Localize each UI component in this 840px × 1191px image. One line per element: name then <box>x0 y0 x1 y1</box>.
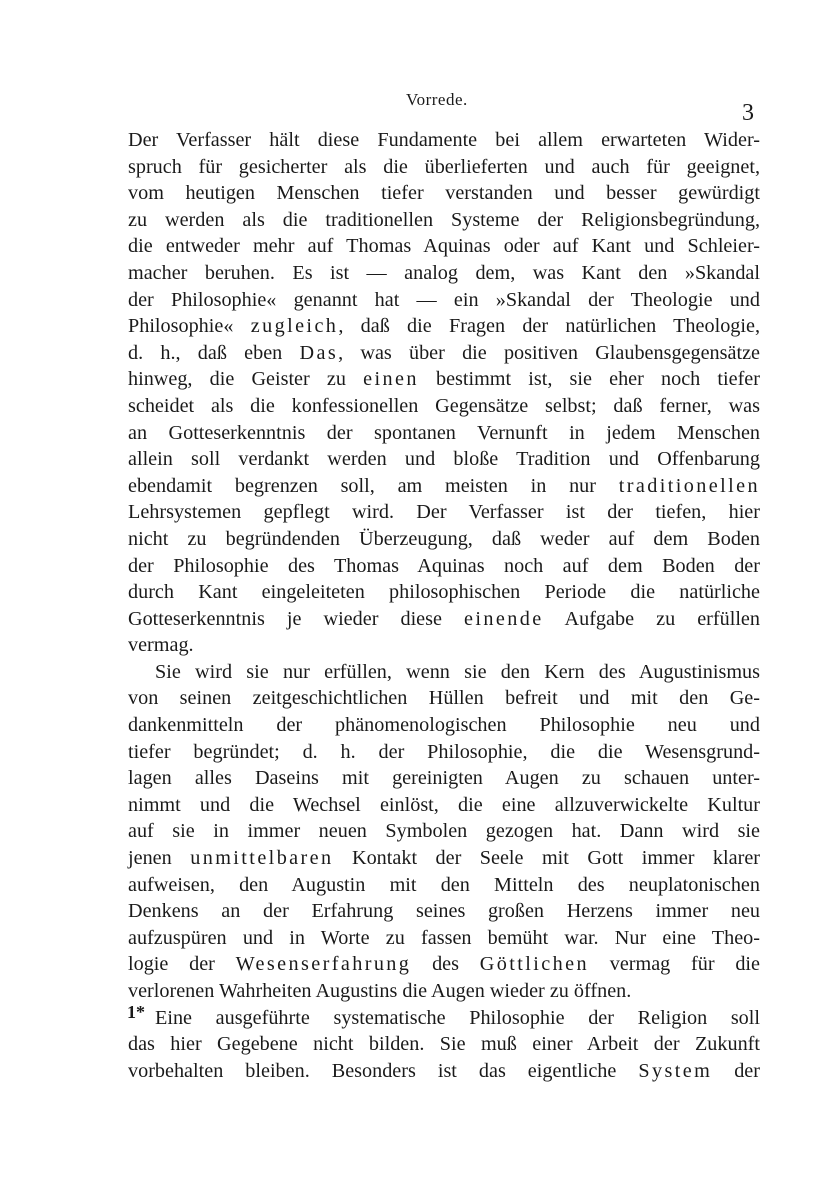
text-line <box>128 1005 760 1032</box>
spaced-emphasis: System <box>638 1059 713 1082</box>
text-segment: ebendamit begrenzen soll, am meisten in nur <box>128 474 619 497</box>
text-line <box>128 233 760 260</box>
text-line <box>128 154 760 181</box>
text-line <box>128 739 760 766</box>
text-line <box>128 473 760 500</box>
text-segment: aufweisen, den Augustin mit den Mitteln des neuplatonischen <box>128 873 760 896</box>
text-segment: auf sie in immer neuen Symbolen gezogen hat. Dann wird sie <box>128 820 760 843</box>
text-line <box>128 845 760 872</box>
text-line <box>128 951 760 978</box>
text-line <box>128 685 760 712</box>
running-head: Vorrede. <box>406 90 468 109</box>
text-segment: Denkens an der Erfahrung seines großen Herzens immer neu <box>128 900 760 923</box>
text-segment: Philosophie« <box>128 315 251 338</box>
page-number: 3 <box>742 100 754 126</box>
text-line <box>128 925 760 952</box>
text-line <box>128 393 760 420</box>
text-line <box>128 792 760 819</box>
text-line <box>128 579 760 606</box>
text-segment: Gotteserkenntnis je wieder diese <box>128 607 465 630</box>
text-segment: verlorenen Wahrheiten Augustins die Augen wieder zu öffnen. <box>128 980 632 1002</box>
text-segment: jenen <box>128 847 191 870</box>
text-line <box>128 340 760 367</box>
text-segment: logie der <box>128 953 236 976</box>
text-line <box>128 765 760 792</box>
text-line <box>128 260 760 287</box>
text-line <box>128 1058 760 1085</box>
text-segment: vom heutigen Menschen tiefer verstanden und besser gewürdigt <box>128 182 760 205</box>
text-segment: durch Kant eingeleiteten philosophischen Periode die natürliche <box>128 581 760 604</box>
text-segment: an Gotteserkenntnis der spontanen Vernunft in jedem Menschen <box>128 421 760 444</box>
text-segment: nimmt und die Wechsel einlöst, die eine allzuverwickelte Kultur <box>128 793 760 816</box>
text-segment: scheidet als die konfessionellen Gegensätze selbst; daß ferner, was <box>128 394 760 417</box>
text-line <box>128 553 760 580</box>
text-segment: , was über die positiven Glaubensgegensätze <box>338 341 760 364</box>
text-line <box>128 127 760 154</box>
text-line <box>128 818 760 845</box>
text-line <box>128 207 760 234</box>
text-segment: allein soll verdankt werden und bloße Tradition und Offenbarung <box>128 448 760 471</box>
text-line <box>128 632 760 659</box>
spaced-emphasis: Göttlichen <box>479 953 589 976</box>
text-segment: , daß die Fragen der natürlichen Theologie, <box>338 315 760 338</box>
text-segment: Lehrsystemen gepflegt wird. Der Verfasser ist der tiefen, hier <box>128 501 760 524</box>
text-segment: der Philosophie des Thomas Aquinas noch auf dem Boden der <box>128 554 760 577</box>
text-segment: dankenmitteln der phänomenologischen Philosophie neu und <box>128 714 760 737</box>
text-segment: Der Verfasser hält diese Fundamente bei allem erwarteten Wider- <box>128 129 760 151</box>
text-segment: bestimmt ist, sie eher noch tiefer <box>418 368 760 391</box>
text-line <box>128 313 760 340</box>
text-segment: spruch für gesicherter als die überlieferten und auch für geeignet, <box>128 155 760 178</box>
text-segment: der <box>712 1059 760 1082</box>
spaced-emphasis: traditionellen <box>618 474 760 497</box>
text-segment: vorbehalten bleiben. Besonders ist das eigentliche <box>128 1059 639 1082</box>
signature-mark: 1* <box>127 1002 145 1022</box>
spaced-emphasis: einende <box>464 607 544 630</box>
text-segment: der Philosophie« genannt hat — ein »Skandal der Theologie und <box>128 288 760 311</box>
text-line <box>128 526 760 553</box>
spaced-emphasis: zugleich <box>250 315 339 338</box>
text-line <box>128 872 760 899</box>
text-line <box>128 1031 760 1058</box>
text-segment: Sie wird sie nur erfüllen, wenn sie den Kern des Augustinismus <box>155 660 760 683</box>
spaced-emphasis: unmittelbaren <box>190 847 334 870</box>
text-segment: zu werden als die traditionellen Systeme der Religionsbegründung, <box>128 208 760 231</box>
text-segment: des <box>411 953 480 976</box>
text-segment: hinweg, die Geister zu <box>128 368 364 391</box>
text-segment: von seinen zeitgeschichtlichen Hüllen befreit und mit den Ge- <box>128 687 760 710</box>
text-line <box>128 898 760 925</box>
text-segment: tiefer begründet; d. h. der Philosophie, die die Wesensgrund- <box>128 740 760 763</box>
text-line <box>128 366 760 393</box>
text-line <box>128 978 760 1005</box>
text-segment: aufzuspüren und in Worte zu fassen bemüht war. Nur eine Theo- <box>128 926 760 949</box>
text-line <box>128 712 760 739</box>
text-line <box>128 499 760 526</box>
text-line <box>128 420 760 447</box>
text-segment: die entweder mehr auf Thomas Aquinas oder auf Kant und Schleier- <box>128 235 760 258</box>
text-segment: vermag für die <box>588 953 760 976</box>
text-line <box>128 287 760 314</box>
text-line <box>128 180 760 207</box>
text-segment: lagen alles Daseins mit gereinigten Augen zu schauen unter- <box>128 767 760 790</box>
text-segment: nicht zu begründenden Überzeugung, daß weder auf dem Boden <box>128 527 760 550</box>
spaced-emphasis: einen <box>363 368 419 391</box>
spaced-emphasis: Das <box>299 341 339 364</box>
text-line <box>128 446 760 473</box>
text-segment: Aufgabe zu erfüllen <box>543 607 760 630</box>
text-segment: das hier Gegebene nicht bilden. Sie muß einer Arbeit der Zukunft <box>128 1033 760 1056</box>
spaced-emphasis: Wesenserfahrung <box>235 953 412 976</box>
text-segment: macher beruhen. Es ist — analog dem, was Kant den »Skandal <box>128 261 760 284</box>
text-segment: Kontakt der Seele mit Gott immer klarer <box>333 847 760 870</box>
text-segment: d. h., daß eben <box>128 341 300 364</box>
text-segment: vermag. <box>128 634 194 657</box>
text-line <box>128 606 760 633</box>
text-line <box>128 659 760 686</box>
text-segment: Eine ausgeführte systematische Philosophie der Religion soll <box>155 1006 760 1029</box>
body-text <box>128 127 760 1084</box>
